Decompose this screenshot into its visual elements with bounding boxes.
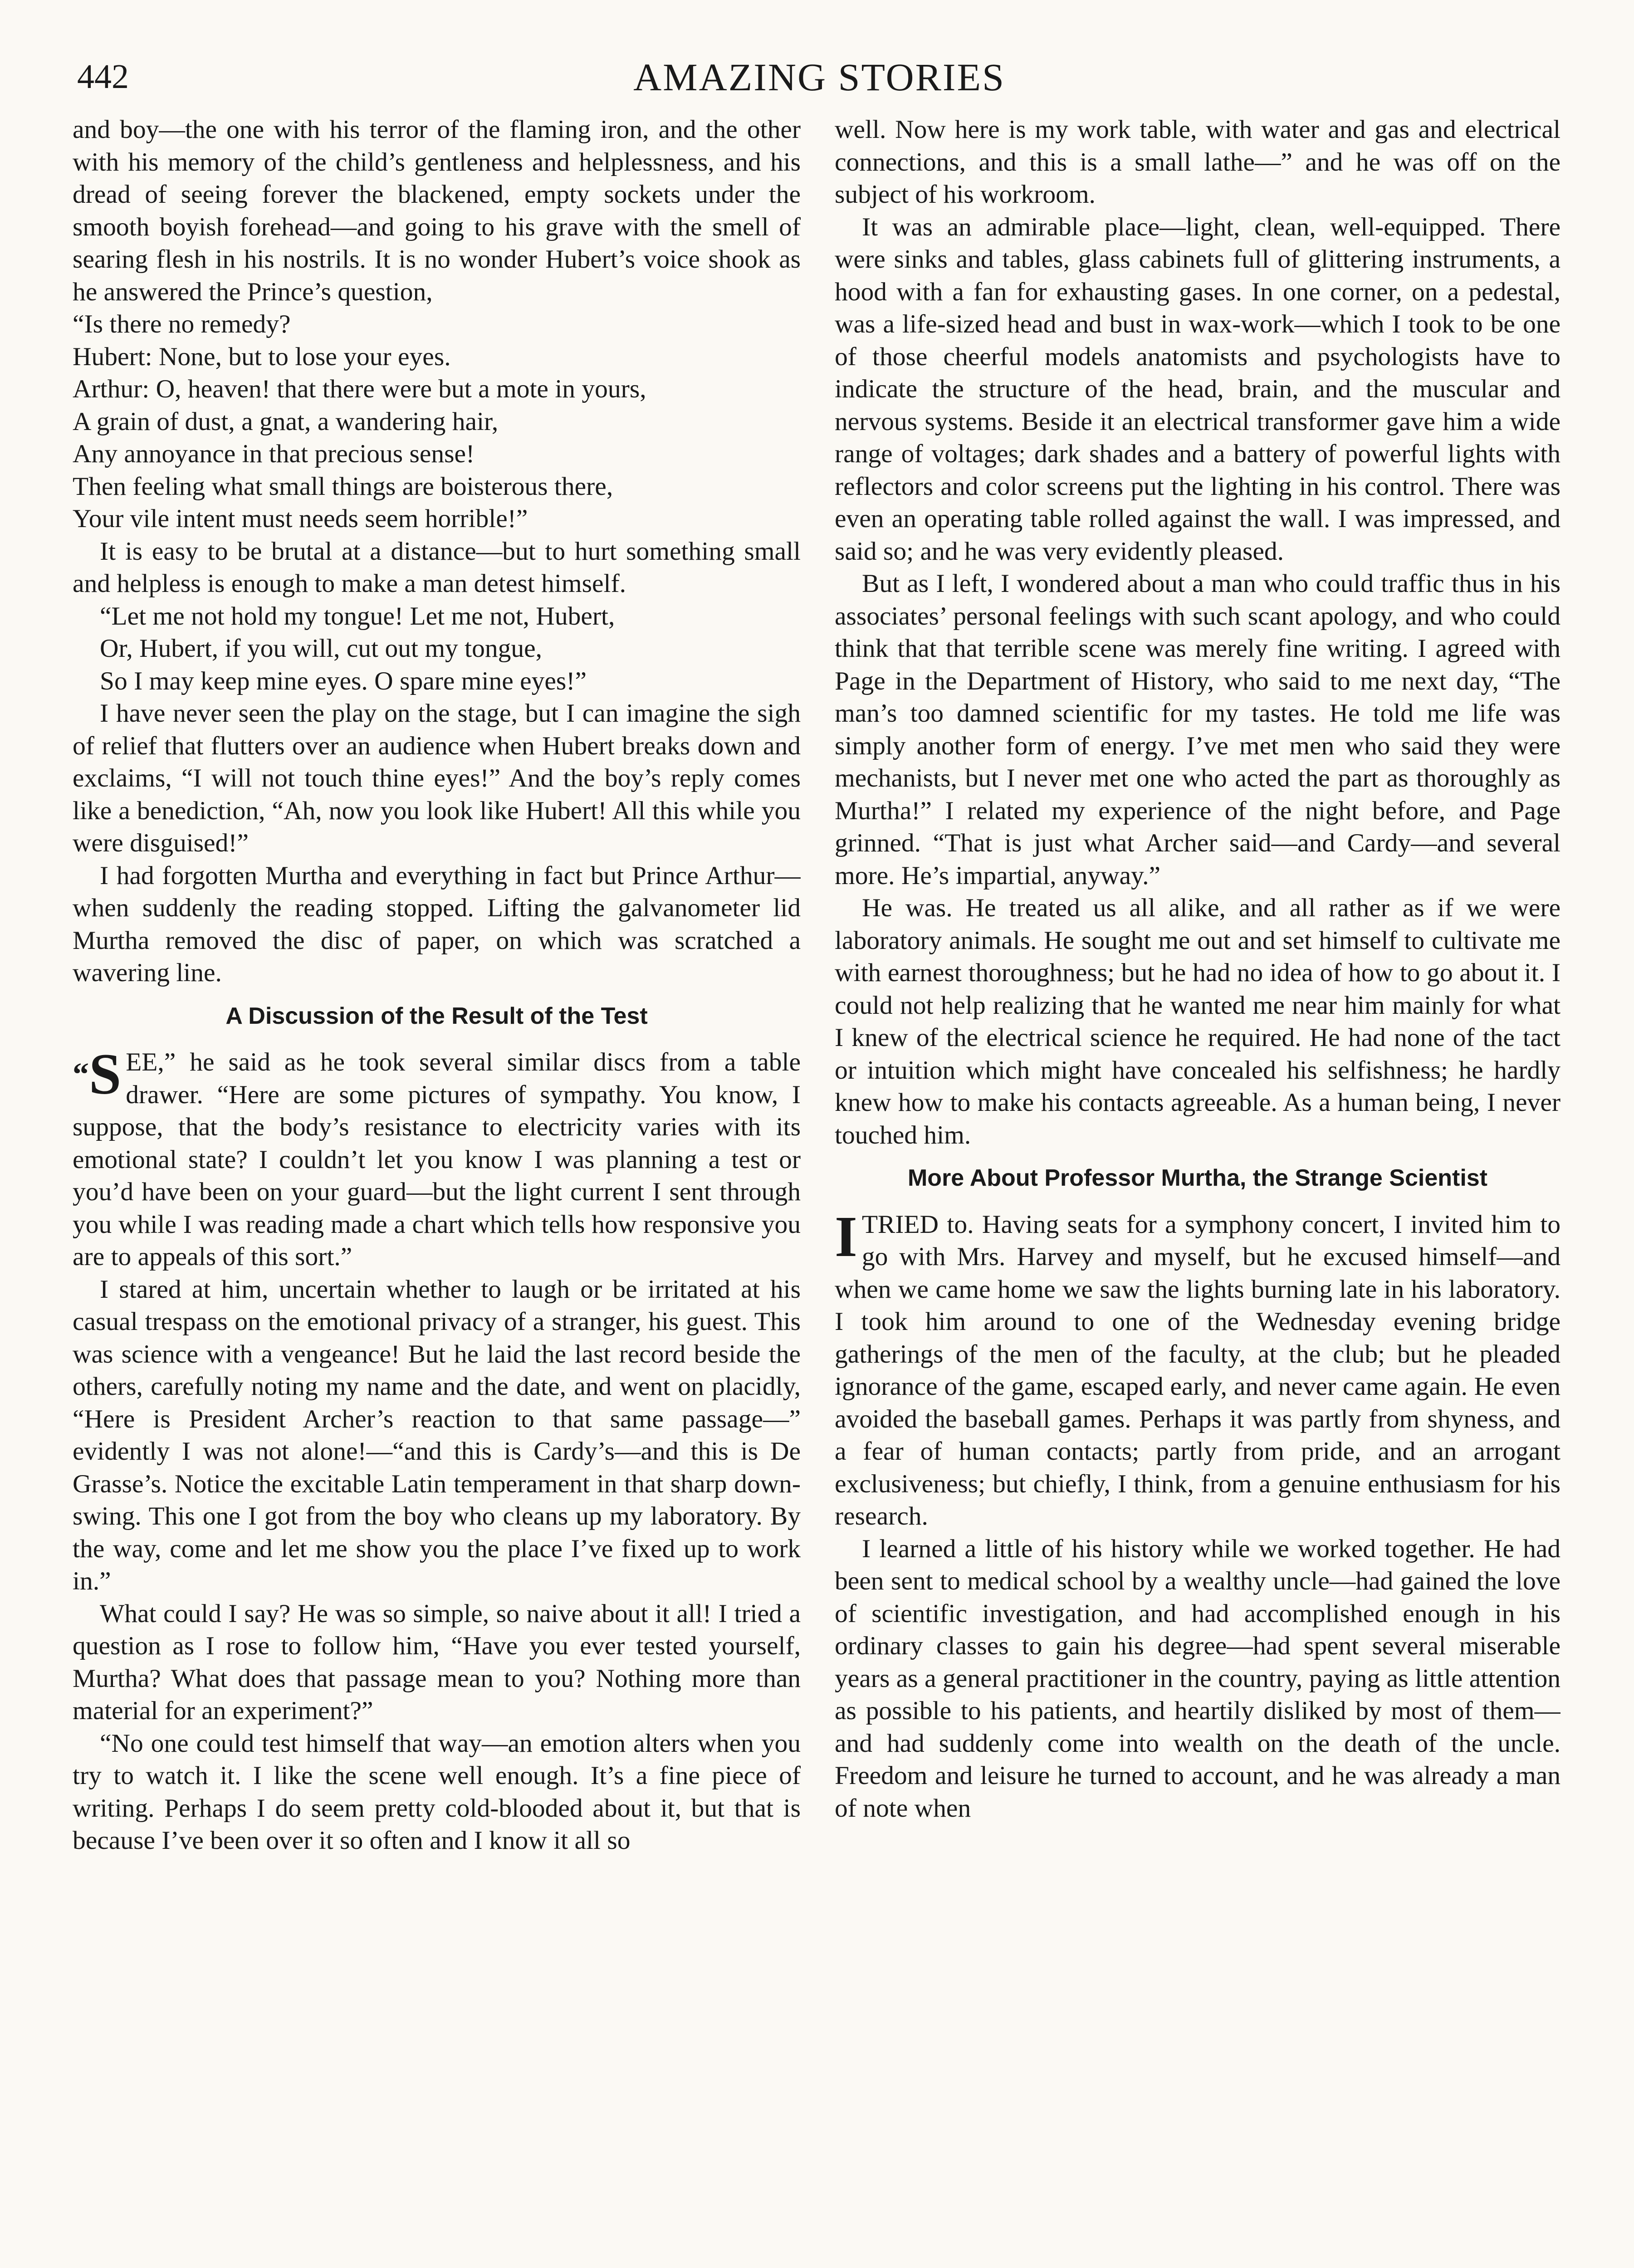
verse-line: Hubert: None, but to lose your eyes.: [73, 342, 451, 371]
paragraph-dropcap: [835, 1204, 1561, 1533]
paragraph: It is easy to be brutal at a distance—but to hurt something small and helpless is enough to make a man detest himself.: [73, 537, 801, 598]
paragraph-dropcap: [73, 1042, 801, 1273]
paragraph: What could I say? He was so simple, so naive about it all! I tried a question as I rose to follow him, “Have you ever tested yourself, Murtha? What does that passage mean to you? Nothing more than material for an experiment?”: [73, 1599, 801, 1725]
paragraph: I have never seen the play on the stage, but I can imagine the sigh of relief that flutters over an audience when Hubert breaks down and exclaims, “I will not touch thine eyes!” And the boy’s reply comes like a benediction, “Ah, now you look like Hubert! All this while you were disguised!”: [73, 699, 801, 857]
paragraph: I learned a little of his history while we worked together. He had been sent to medical school by a wealthy uncle—had gained the love of scientific investigation, and had accomplished enough in his ordinary classes to gain his degree—had spent several miserable years as a general practitioner in the country, paying as little attention as possible to his patients, and heartily disliked by most of them—and had suddenly come into wealth on the death of the uncle. Freedom and leisure he turned to account, and he was already a man of note when: [835, 1534, 1561, 1823]
small-caps-word: TRIED: [861, 1210, 939, 1239]
running-head: AMAZING STORIES: [633, 55, 1005, 99]
verse-line: Any annoyance in that precious sense!: [73, 440, 475, 468]
paragraph-text: EE,” he said as he took several similar discs from a table drawer. “Here are some pictures of sympathy. You know, I suppose, that the body’s resistance to electricity varies with its emotional state? I couldn’t let you know I was planning a test or you’d have been on your guard—but the light current I sent through you while I was reading made a chart which tells how responsive you are to appeals of this sort.”: [73, 1048, 801, 1271]
verse-line: “Is there no remedy?: [73, 310, 291, 338]
drop-cap-letter: I: [835, 1204, 857, 1269]
verse-line: Then feeling what small things are boisterous there,: [73, 472, 613, 501]
paragraph: “No one could test himself that way—an emotion alters when you try to watch it. I like the scene well enough. It’s a fine piece of writing. Perhaps I do seem pretty cold-blooded about it, but that is because I’ve been over it so often and I know it all so: [73, 1729, 801, 1855]
right-column: [835, 113, 1561, 2268]
verse-line: Your vile intent must needs seem horrible!”: [73, 504, 528, 533]
paragraph: He was. He treated us all alike, and all rather as if we were laboratory animals. He sought me out and set himself to cultivate me with earnest thoroughness; but he had no idea of how to go about it. I could not help realizing that he wanted me near him mainly for what I knew of the electrical science he required. He had none of the tact or intuition which might have concealed his selfishness; he hardly knew how to make his contacts agreeable. As a human being, I never touched him.: [835, 894, 1561, 1149]
verse-line: So I may keep mine eyes. O spare mine eyes!”: [100, 666, 587, 695]
drop-cap: [73, 1042, 126, 1106]
paragraph: I stared at him, uncertain whether to laugh or be irritated at his casual trespass on the emotional privacy of a stranger, his guest. This was science with a vengeance! But he laid the last record beside the others, carefully noting my name and the date, and went on placidly, “Here is President Archer’s reaction to that same passage—” evidently I was not alone!—“and this is Cardy’s—and this is De Grasse’s. Notice the excitable Latin temperament in that sharp down-swing. This one I got from the boy who cleans up my laboratory. By the way, come and let me show you the place I’ve fixed up to work in.”: [73, 1275, 801, 1595]
verse-line: A grain of dust, a gnat, a wandering hair,: [73, 407, 499, 436]
page-header: [77, 54, 1561, 104]
paragraph-text: to. Having seats for a symphony concert, I invited him to go with Mrs. Harvey and myself, but he excused himself—and when we came home we saw the lights burning late in his laboratory. I took him around to one of the Wednesday evening bridge gatherings of the men of the faculty, at the club; but he pleaded ignorance of the game, escaped early, and never came again. He even avoided the baseball games. Perhaps it was partly from shyness, and a fear of human contacts; partly from pride, and an arrogant exclusiveness; but chiefly, I think, from a genuine enthusiasm for his research.: [835, 1210, 1561, 1530]
paragraph: It was an admirable place—light, clean, well-equipped. There were sinks and tables, glass cabinets full of glittering instruments, a hood with a fan for exhausting gases. In one corner, on a pedestal, was a life-sized head and bust in wax-work—which I took to be one of those cheerful models anatomists and psychologists have to indicate the structure of the head, brain, and the muscular and nervous systems. Beside it an electrical transformer gave him a wide range of voltages; dark shades and a battery of powerful lights with reflectors and color screens put the lighting in his control. There was even an operating table rolled against the wall. I was impressed, and said so; and he was very evidently pleased.: [835, 212, 1561, 566]
verse-line: Or, Hubert, if you will, cut out my tongue,: [100, 634, 543, 663]
paragraph: and boy—the one with his terror of the flaming iron, and the other with his memory of the child’s gentleness and helplessness, and his dread of seeing forever the blackened, empty sockets under the smooth boyish forehead—and going to his grave with the smell of searing flesh in his nostrils. It is no wonder Hubert’s voice shook as he answered the Prince’s question,: [73, 115, 801, 306]
paragraph: But as I left, I wondered about a man who could traffic thus in his associates’ personal feelings with such scant apology, and who could think that that terrible scene was merely fine writing. I agreed with Page in the Department of History, who said to me next day, “The man’s too damned scientific for my tastes. He told me life was simply another form of energy. I’ve met men who said they were mechanists, but I never met one who acted the part as thoroughly as Murtha!” I related my experience of the night before, and Page grinned. “That is just what Archer said—and Cardy—and several more. He’s impartial, anyway.”: [835, 569, 1561, 890]
drop-cap-letter: S: [89, 1042, 122, 1106]
section-subheading: A Discussion of the Result of the Test: [225, 1002, 648, 1029]
verse-line: “Let me not hold my tongue! Let me not, Hubert,: [100, 601, 615, 631]
verse-quotation: [73, 308, 801, 535]
left-column: [73, 113, 801, 2268]
verse-quotation: [73, 600, 801, 698]
section-subheading: More About Professor Murtha, the Strange Scientist: [907, 1165, 1487, 1191]
verse-line: Arthur: O, heaven! that there were but a mote in yours,: [73, 375, 646, 403]
page-number: 442: [77, 58, 129, 96]
paragraph: I had forgotten Murtha and everything in fact but Prince Arthur—when suddenly the reading stopped. Lifting the galvanometer lid Murtha removed the disc of paper, on which was scratched a wavering line.: [73, 861, 801, 987]
paragraph: well. Now here is my work table, with water and gas and electrical connections, and this is a small lathe—” and he was off on the subject of his workroom.: [835, 115, 1561, 209]
drop-cap-quote: “: [73, 1056, 89, 1092]
